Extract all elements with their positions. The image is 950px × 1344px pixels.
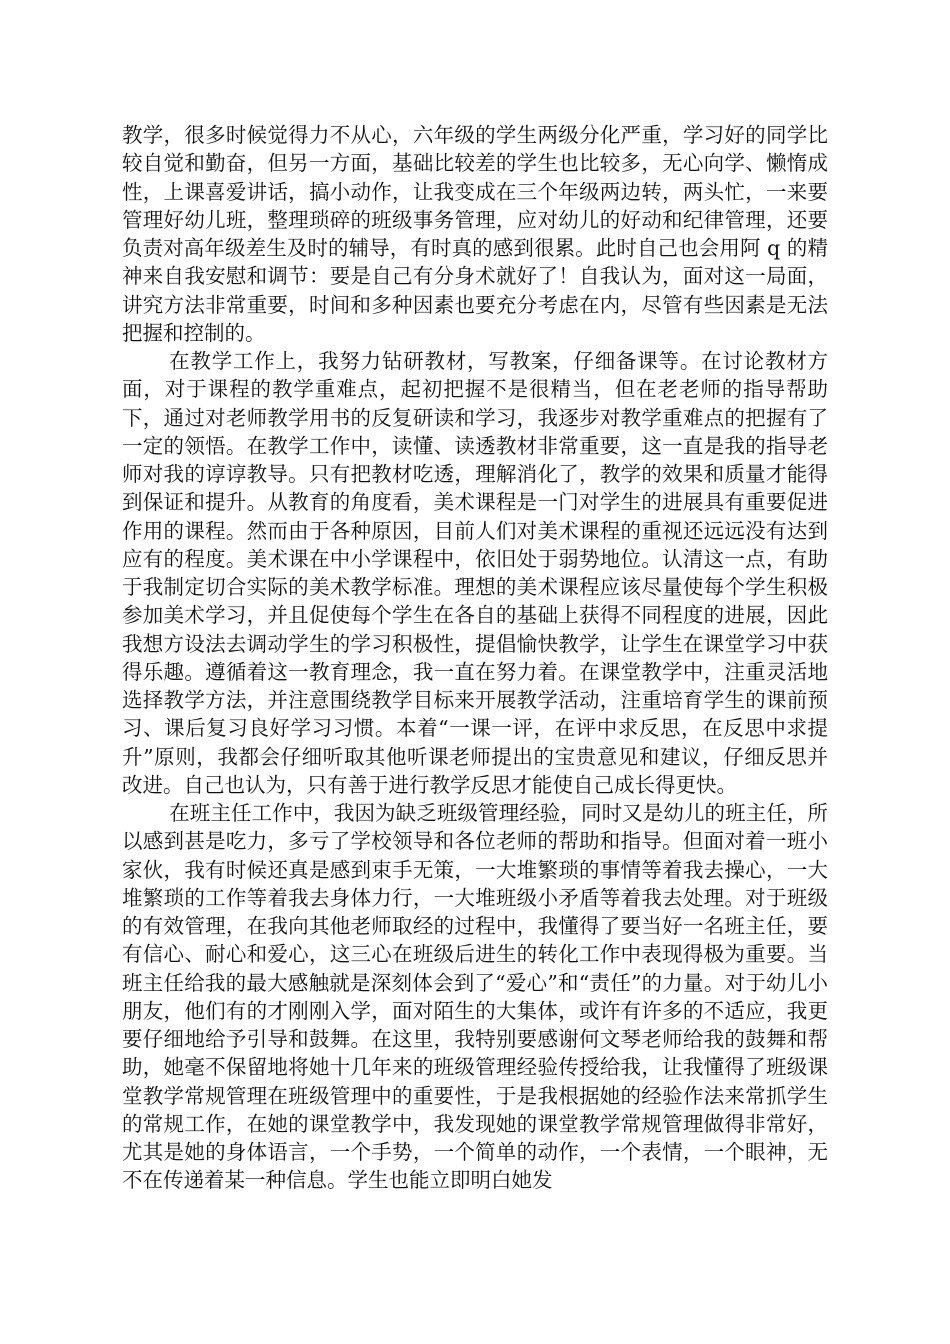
paragraph-3: 在班主任工作中，我因为缺乏班级管理经验，同时又是幼儿的班主任，所以感到甚是吃力，多亏了学校领导和各位老师的帮助和指导。但面对着一班小家伙，我有时候还真是感到束手无策，一大堆繁琐的事情等着我去操心，一大堆繁琐的工作等着我去身体力行，一大堆班级小矛盾等着我去处理。对于班级的有效管理，在我向其他老师取经的过程中，我懂得了要当好一名班主任，要有信心、耐心和爱心，这三心在班级后进生的转化工作中表现得极为重要。当班主任给我的最大感触就是深刻体会到了“爱心”和“责任”的力量。对于幼儿小朋友，他们有的才刚刚入学，面对陌生的大集体，或许有许多的不适应，我更要仔细地给予引导和鼓舞。在这里，我特别要感谢何文琴老师给我的鼓舞和帮助，她毫不保留地将她十几年来的班级管理经验传授给我，让我懂得了班级课堂教学常规管理在班级管理中的重要性，于是我根据她的经验作法来常抓学生的常规工作，在她的课堂教学中，我发现她的课堂教学常规管理做得非常好，尤其是她的身体语言，一个手势，一个简单的动作，一个表情，一个眼神，无不在传递着某一种信息。学生也能立即明白她发 xyxy=(122,801,828,1193)
paragraph-2: 在教学工作上，我努力钻研教材，写教案，仔细备课等。在讨论教材方面，对于课程的教学重难点，起初把握不是很精当，但在老老师的指导帮助下，通过对老师教学用书的反复研读和学习，我逐步对教学重难点的把握有了一定的领悟。在教学工作中，读懂、读透教材非常重要，这一直是我的指导老师对我的谆谆教导。只有把教材吃透，理解消化了，教学的效果和质量才能得到保证和提升。从教育的角度看，美术课程是一门对学生的进展具有重要促进作用的课程。然而由于各种原因，目前人们对美术课程的重视还远远没有达到应有的程度。美术课在中小学课程中，依旧处于弱势地位。认清这一点，有助于我制定切合实际的美术教学标准。理想的美术课程应该尽量使每个学生积极参加美术学习，并且促使每个学生在各自的基础上获得不同程度的进展，因此我想方设法去调动学生的学习积极性，提倡愉快教学，让学生在课堂学习中获得乐趣。遵循着这一教育理念，我一直在努力着。在课堂教学中，注重灵活地选择教学方法，并注意围绕教学目标来开展教学活动，注重培育学生的课前预习、课后复习良好学习习惯。本着“一课一评，在评中求反思，在反思中求提升”原则，我都会仔细听取其他听课老师提出的宝贵意见和建议，仔细反思并改进。自己也认为，只有善于进行教学反思才能使自己成长得更快。 xyxy=(122,349,828,797)
document-page xyxy=(122,121,828,1195)
paragraph-1: 教学，很多时候觉得力不从心，六年级的学生两级分化严重，学习好的同学比较自觉和勤奋，但另一方面，基础比较差的学生也比较多，无心向学、懒惰成性，上课喜爱讲话，搞小动作，让我变成在三个年级两边转，两头忙，一来要管理好幼儿班，整理琐碎的班级事务管理，应对幼儿的好动和纪律管理，还要负责对高年级差生及时的辅导，有时真的感到很累。此时自己也会用阿 q 的精神来自我安慰和调节：要是自己有分身术就好了！自我认为，面对这一局面，讲究方法非常重要，时间和多种因素也要充分考虑在内，尽管有些因素是无法把握和控制的。 xyxy=(122,123,828,345)
